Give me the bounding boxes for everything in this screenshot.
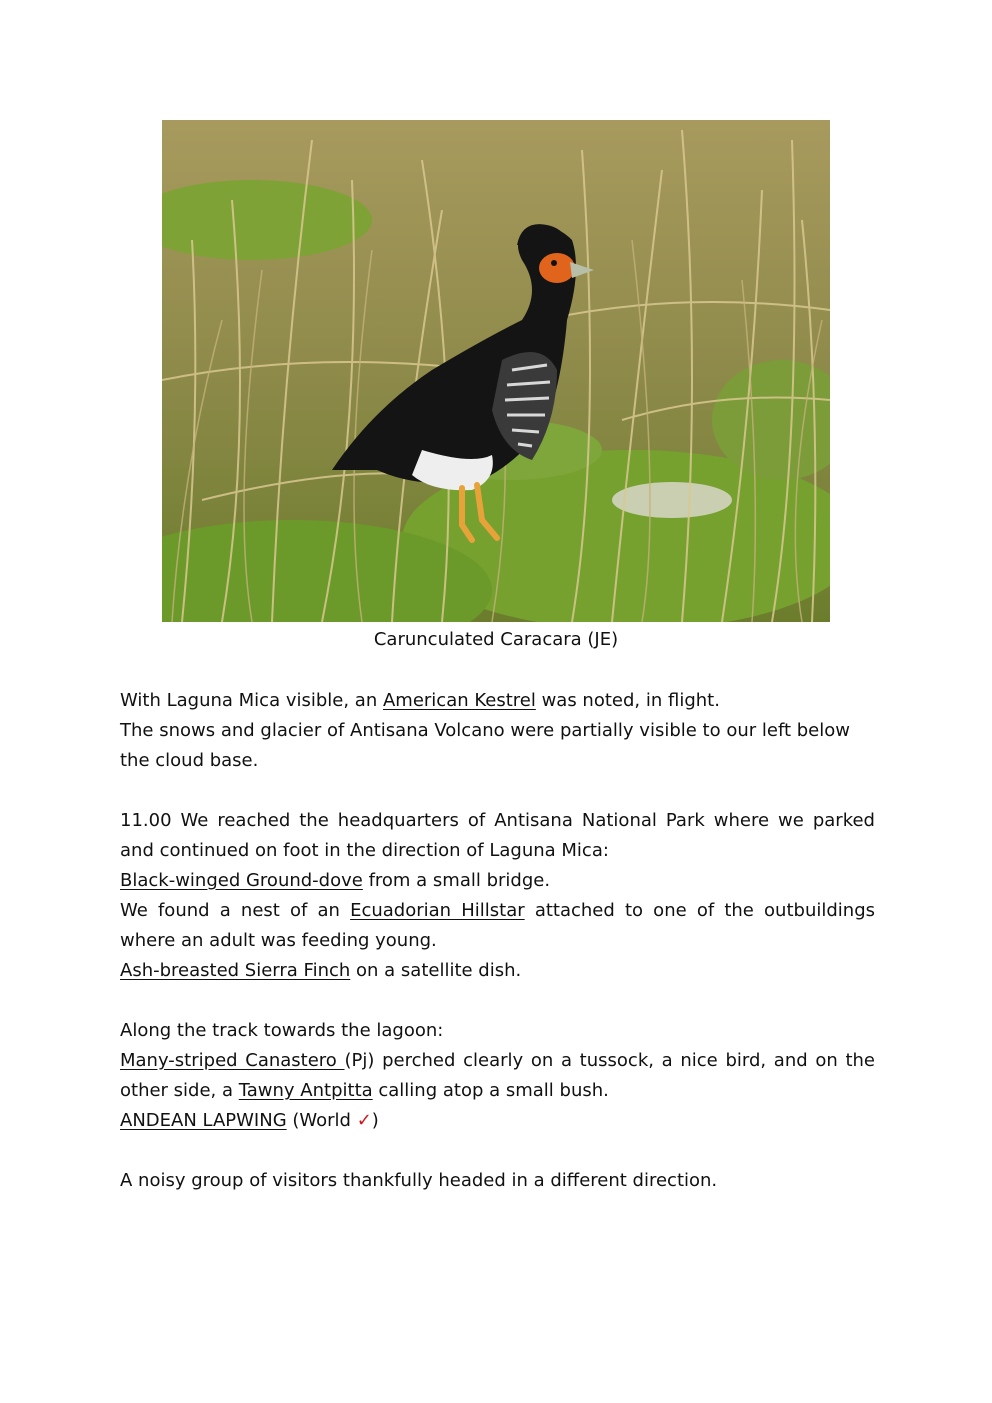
- bird-name-ecuadorian-hillstar: Ecuadorian Hillstar: [350, 900, 525, 921]
- bird-name-many-striped-canastero: Many-striped Canastero: [120, 1050, 345, 1071]
- paragraph-track: Along the track towards the lagoon:: [120, 1020, 444, 1041]
- bird-name-american-kestrel: American Kestrel: [382, 690, 536, 711]
- caracara-photo: [162, 120, 830, 622]
- paragraph-canastero: [120, 1046, 875, 1106]
- text-segment: calling atop a small bush.: [372, 1080, 609, 1101]
- text-segment: ): [371, 1110, 379, 1131]
- bird-name-black-winged-ground-dove: Black-winged Ground-dove: [120, 870, 363, 891]
- text-segment: was noted, in flight.: [535, 690, 720, 711]
- bird-photo-illustration: [162, 120, 830, 622]
- paragraph-headquarters: 11.00 We reached the headquarters of Antisana National Park where we parked and continued on foot in the direction of Laguna Mica:: [120, 810, 875, 861]
- paragraph-lapwing: [120, 1106, 875, 1136]
- text-segment: We found a nest of an: [120, 900, 351, 921]
- paragraph-antisana-volcano: The snows and glacier of Antisana Volcano were partially visible to our left below the cloud base.: [120, 720, 850, 771]
- paragraph-sierra-finch: [120, 956, 875, 986]
- bird-name-ash-breasted-sierra-finch: Ash-breasted Sierra Finch: [120, 960, 351, 981]
- photo-caption: Carunculated Caracara (JE): [373, 629, 619, 650]
- paragraph-visitors: A noisy group of visitors thankfully headed in a different direction.: [120, 1170, 718, 1191]
- text-segment: from a small bridge.: [362, 870, 551, 891]
- text-segment: With Laguna Mica visible, an: [120, 690, 383, 711]
- text-segment: attached to one of the outbuildings where an adult was feeding young.: [120, 900, 875, 951]
- trip-report-text: [120, 686, 875, 1196]
- text-segment: on a satellite dish.: [350, 960, 522, 981]
- text-segment: (World: [286, 1110, 357, 1131]
- bird-name-andean-lapwing: ANDEAN LAPWING: [120, 1110, 287, 1131]
- paragraph-ground-dove: [120, 866, 875, 896]
- paragraph-hillstar: [120, 896, 875, 956]
- paragraph-kestrel: [120, 686, 875, 716]
- bird-name-tawny-antpitta: Tawny Antpitta: [238, 1080, 373, 1101]
- text-segment: (Pj) perched clearly on a tussock, a nice bird, and on the other side, a: [120, 1050, 875, 1101]
- check-mark-icon: ✓: [356, 1110, 372, 1131]
